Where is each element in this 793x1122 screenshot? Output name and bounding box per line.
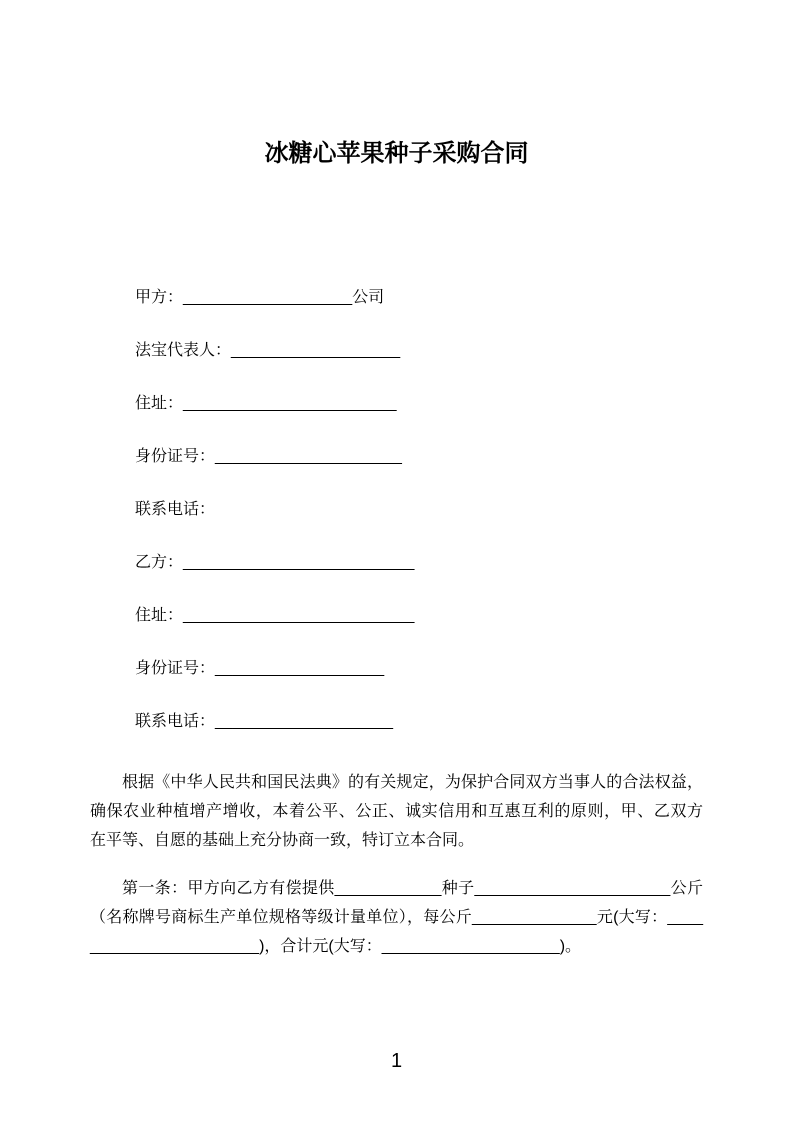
fill-in-blank: __________________________	[183, 554, 415, 571]
paragraph-line: 第一条：甲方向乙方有偿提供____________种子______________________公斤	[122, 880, 703, 897]
intro-paragraph	[90, 768, 703, 855]
document-title: 冰糖心苹果种子采购合同	[264, 140, 529, 167]
page-number: 1	[390, 1050, 403, 1072]
party-field-row	[135, 604, 703, 628]
fill-in-blank: ________________________	[183, 395, 397, 412]
field-label: 法宝代表人：	[135, 342, 232, 359]
article-1-paragraph	[90, 874, 703, 961]
fill-in-blank: ___________________	[183, 289, 353, 306]
party-field-row	[135, 498, 703, 522]
party-field-row	[135, 551, 703, 575]
paragraph-line: 确保农业种植增产增收，本着公平、公正、诚实信用和互惠互利的原则，甲、乙双方	[90, 803, 703, 820]
fill-in-blank: ___________________	[231, 342, 401, 359]
party-field-row	[135, 445, 703, 469]
party-field-row	[135, 657, 703, 681]
party-info-block	[90, 286, 703, 734]
paragraph-line: ___________________)，合计元(大写：____________________)。	[90, 938, 582, 955]
field-label: 联系电话：	[135, 713, 216, 730]
fill-in-blank: __________________________	[183, 607, 415, 624]
field-label: 住址：	[135, 607, 184, 624]
party-field-row	[135, 392, 703, 416]
field-label: 身份证号：	[135, 448, 216, 465]
party-field-row	[135, 339, 703, 363]
paragraph-line: （名称牌号商标生产单位规格等级计量单位），每公斤______________元(大写：____	[90, 909, 703, 926]
fill-in-blank: ____________________	[215, 713, 393, 730]
field-label: 联系电话：	[135, 501, 216, 518]
field-label: 乙方：	[135, 554, 184, 571]
party-field-row	[135, 710, 703, 734]
field-label: 身份证号：	[135, 660, 216, 677]
field-label: 甲方：	[135, 289, 184, 306]
fill-in-blank: _____________________	[215, 448, 402, 465]
party-field-row	[135, 286, 703, 310]
paragraph-line: 根据《中华人民共和国民法典》的有关规定，为保护合同双方当事人的合法权益，	[122, 774, 703, 791]
fill-in-blank: ___________________	[215, 660, 385, 677]
paragraph-line: 在平等、自愿的基础上充分协商一致，特订立本合同。	[90, 832, 475, 849]
field-label: 住址：	[135, 395, 184, 412]
field-suffix: 公司	[352, 289, 385, 306]
